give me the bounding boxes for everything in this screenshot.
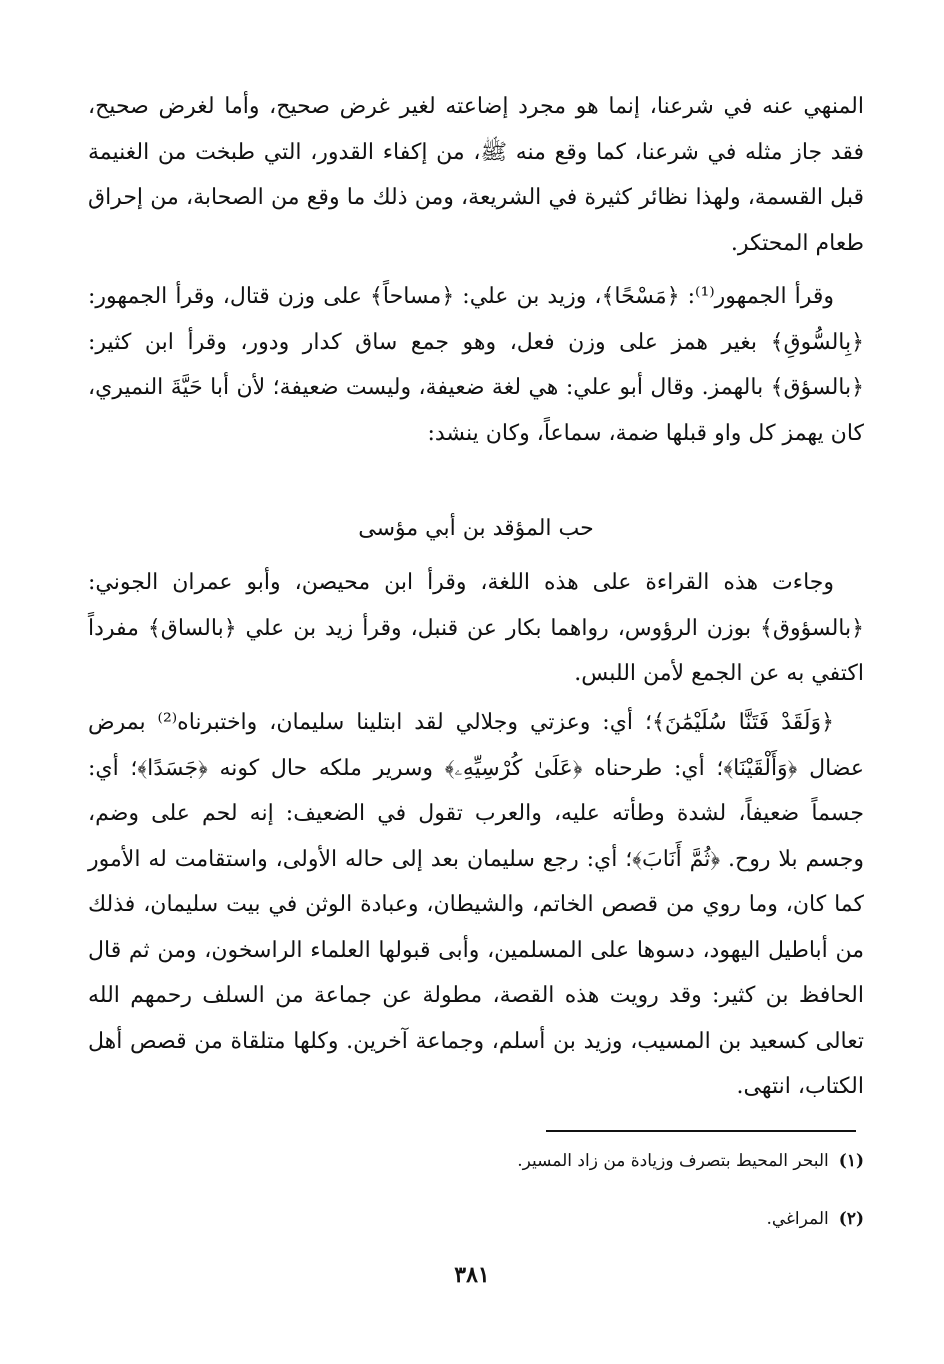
page-number: ٣٨١: [454, 1262, 490, 1288]
paragraph-4-block: [88, 700, 864, 1110]
footnote-2-text: المراغي.: [766, 1209, 829, 1229]
paragraph-1-block: [88, 84, 864, 266]
footnote-divider: [546, 1130, 856, 1132]
poetry-verse: حب المؤقد بن أبي مؤسى: [358, 516, 594, 541]
footnote-1: [88, 1146, 864, 1176]
paragraph-1: المنهي عنه في شرعنا، إنما هو مجرد إضاعته لغير غرض صحيح، وأما لغرض صحيح، فقد جاز مثله في شرعنا، كما وقع منه ﷺ، من إكفاء القدور، التي طبخت من الغنيمة قبل القسمة، ولهذا نظائر كثيرة في الشريعة، ومن ذلك ما وقع من الصحابة، من إحراق طعام المحتكر.: [88, 94, 864, 256]
footnote-1-number: (١): [838, 1151, 864, 1171]
paragraph-2-block: [88, 274, 864, 456]
footnote-1-text: البحر المحيط بتصرف وزيادة من زاد المسير.: [517, 1151, 829, 1171]
footnote-2-number: (٢): [838, 1209, 864, 1229]
paragraph-4: ﴿وَلَقَدْ فَتَنَّا سُلَيْمَٰنَ﴾؛ أي: وعزتي وجلالي لقد ابتلينا سليمان، واختبرناه⁽²⁾ بمرض عضال ﴿وَأَلْقَيْنَا﴾؛ أي: طرحناه ﴿عَلَىٰ كُرْسِيِّهِۦ﴾ وسرير ملكه حال كونه ﴿جَسَدًا﴾؛ أي: جسماً ضعيفاً، لشدة وطأته عليه، والعرب تقول في الضعيف: إنه لحم على وضم، وجسم بلا روح. ﴿ثُمَّ أَنَابَ﴾؛ أي: رجع سليمان بعد إلى حاله الأولى، واستقامت له الأمور كما كان، وما روي من قصص الخاتم، والشيطان، وعبادة الوثن في بيت سليمان، فذلك من أباطيل اليهود، دسوها على المسلمين، وأبى قبولها العلماء الراسخون، ومن ثم قال الحافظ بن كثير: وقد رويت هذه القصة، مطولة عن جماعة من السلف رحمهم الله تعالى كسعيد بن المسيب، وزيد بن أسلم، وجماعة آخرين. وكلها متلقاة من قصص أهل الكتاب، انتهى.: [88, 710, 864, 1099]
paragraph-3: وجاءت هذه القراءة على هذه اللغة، وقرأ ابن محيصن، وأبو عمران الجوني: ﴿بالسؤوق﴾ بوزن الرؤوس، رواهما بكار عن قنبل، وقرأ زيد بن علي ﴿بالساق﴾ مفرداً اكتفي به عن الجمع لأمن اللبس.: [88, 570, 864, 686]
footnote-2: [88, 1204, 864, 1234]
paragraph-2: وقرأ الجمهور⁽¹⁾: ﴿مَسْحًا﴾، وزيد بن علي: ﴿مساحاً﴾ على وزن قتال، وقرأ الجمهور: ﴿بِالسُّوقِ﴾ بغير همز على وزن فعل، وهو جمع ساق كدار ودور، وقرأ ابن كثير: ﴿بالسؤق﴾ بالهمز. وقال أبو علي: هي لغة ضعيفة، وليست ضعيفة؛ لأن أبا حَيَّةَ النميري، كان يهمز كل واو قبلها ضمة، سماعاً، وكان ينشد:: [88, 284, 864, 446]
paragraph-3-block: [88, 560, 864, 697]
